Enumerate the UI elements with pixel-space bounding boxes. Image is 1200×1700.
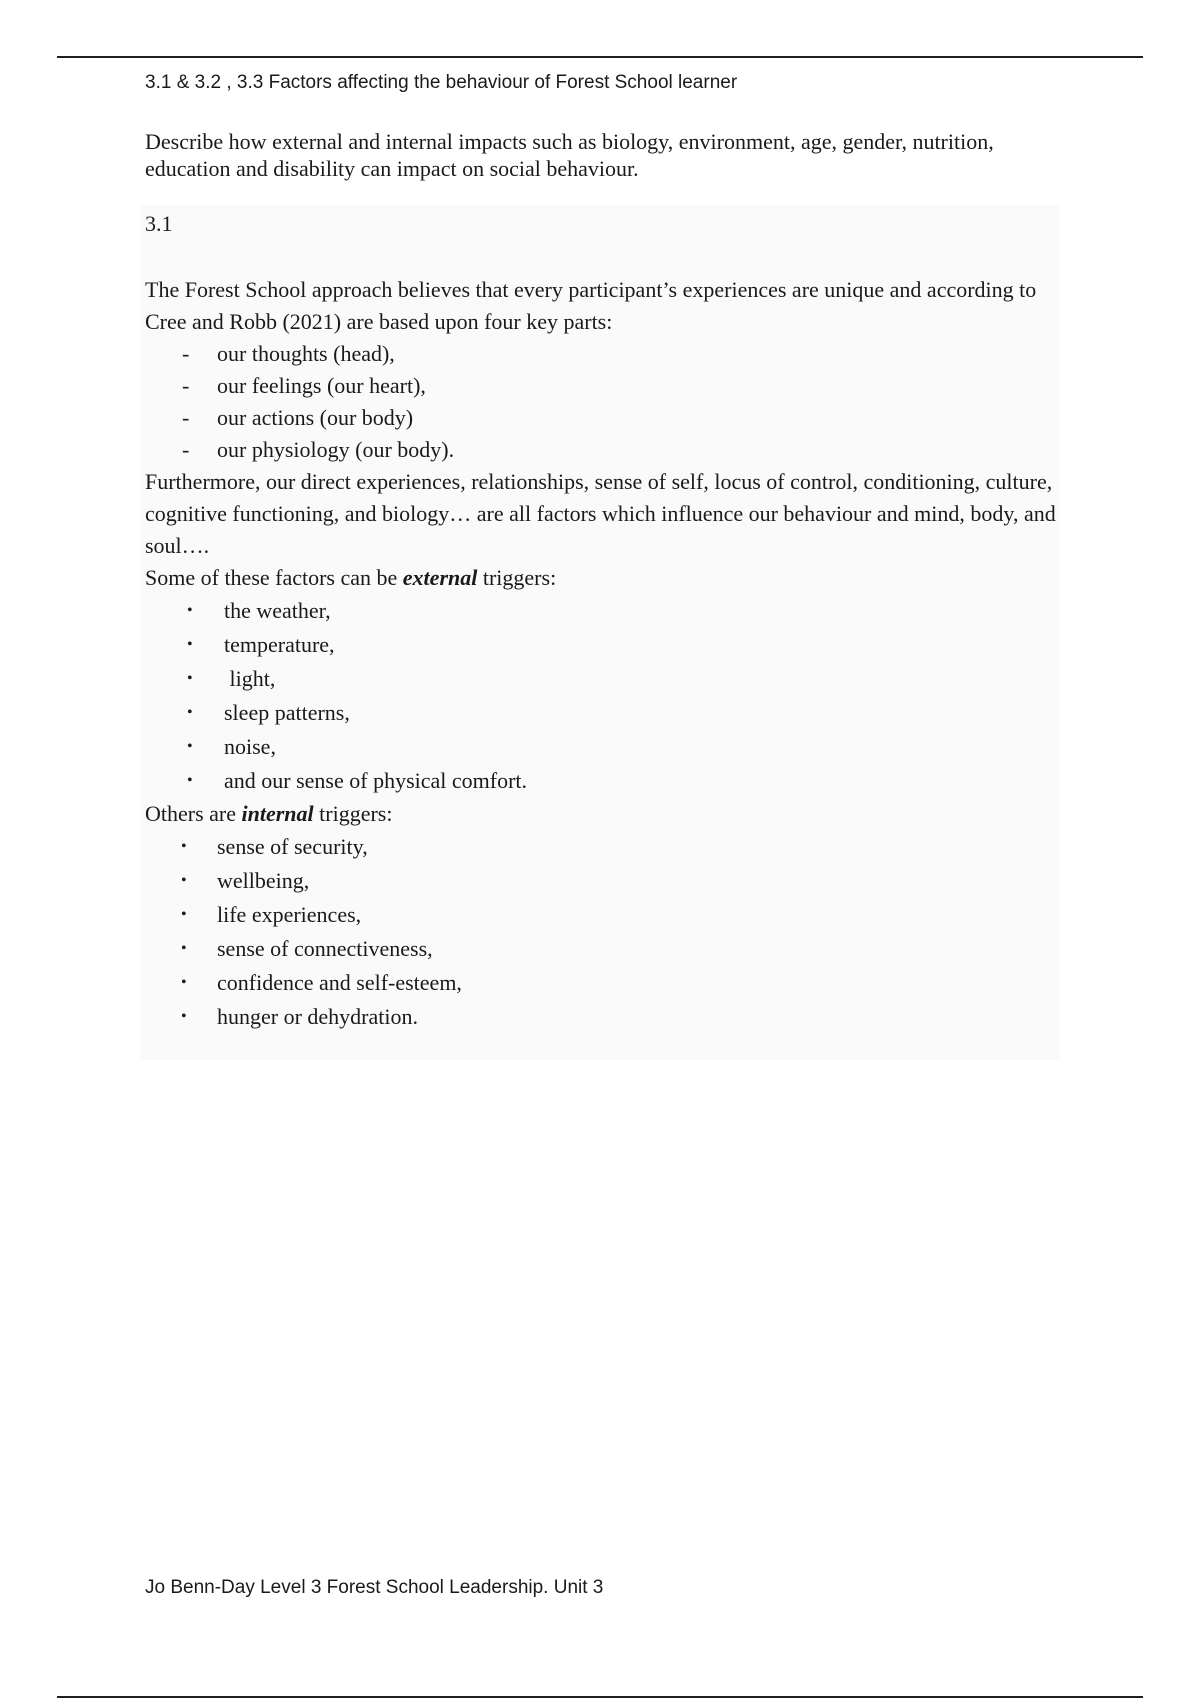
internal-emphasis: internal [241, 801, 314, 826]
list-item: • and our sense of physical comfort. [145, 764, 1065, 798]
page-header: 3.1 & 3.2 , 3.3 Factors affecting the behaviour of Forest School learner [145, 72, 738, 93]
list-item: • the weather, [145, 594, 1065, 628]
assignment-prompt: Describe how external and internal impacts such as biology, environment, age, gender, nutrition, education and disability can impact on social behaviour. [145, 129, 994, 181]
list-item: • sense of security, [145, 830, 1065, 864]
furthermore-paragraph: Furthermore, our direct experiences, relationships, sense of self, locus of control, conditioning, culture, cognitive functioning, and biology… are all factors which influence our behaviour and mind, body, and soul…. [145, 469, 1056, 558]
list-item: • temperature, [145, 628, 1065, 662]
key-parts-list [145, 338, 1065, 466]
bullet-marker: • [181, 906, 187, 923]
list-item: - our thoughts (head), [145, 338, 1065, 370]
list-item: • confidence and self-esteem, [145, 966, 1065, 1000]
bullet-marker: • [181, 838, 187, 855]
bullet-marker: • [187, 704, 193, 721]
page-footer: Jo Benn-Day Level 3 Forest School Leadership. Unit 3 [145, 1577, 604, 1598]
list-item: • wellbeing, [145, 864, 1065, 898]
list-item: • sleep patterns, [145, 696, 1065, 730]
bullet-marker: • [181, 872, 187, 889]
list-item: • noise, [145, 730, 1065, 764]
list-item: - our actions (our body) [145, 402, 1065, 434]
list-item: - our physiology (our body). [145, 434, 1065, 466]
bottom-rule [57, 1696, 1143, 1698]
top-rule [57, 56, 1143, 58]
internal-triggers-list [145, 830, 1065, 1034]
dash-marker: - [182, 437, 190, 462]
bullet-marker: • [187, 772, 193, 789]
section-number: 3.1 [145, 211, 173, 236]
external-lead: Some of these factors can be external triggers: [145, 565, 557, 590]
list-item: • sense of connectiveness, [145, 932, 1065, 966]
list-item: • life experiences, [145, 898, 1065, 932]
list-item: - our feelings (our heart), [145, 370, 1065, 402]
dash-marker: - [182, 341, 190, 366]
answer-body [145, 274, 1065, 1034]
list-item: • hunger or dehydration. [145, 1000, 1065, 1034]
list-item: • light, [145, 662, 1065, 696]
intro-paragraph: The Forest School approach believes that every participant’s experiences are unique and according to Cree and Robb (2021) are based upon four key parts: [145, 277, 1037, 334]
bullet-marker: • [187, 738, 193, 755]
bullet-marker: • [187, 636, 193, 653]
internal-lead: Others are internal triggers: [145, 801, 393, 826]
external-triggers-list [145, 594, 1065, 798]
bullet-marker: • [181, 1008, 187, 1025]
bullet-marker: • [187, 670, 193, 687]
external-emphasis: external [402, 565, 478, 590]
bullet-marker: • [187, 602, 193, 619]
bullet-marker: • [181, 974, 187, 991]
dash-marker: - [182, 405, 190, 430]
bullet-marker: • [181, 940, 187, 957]
dash-marker: - [182, 373, 190, 398]
